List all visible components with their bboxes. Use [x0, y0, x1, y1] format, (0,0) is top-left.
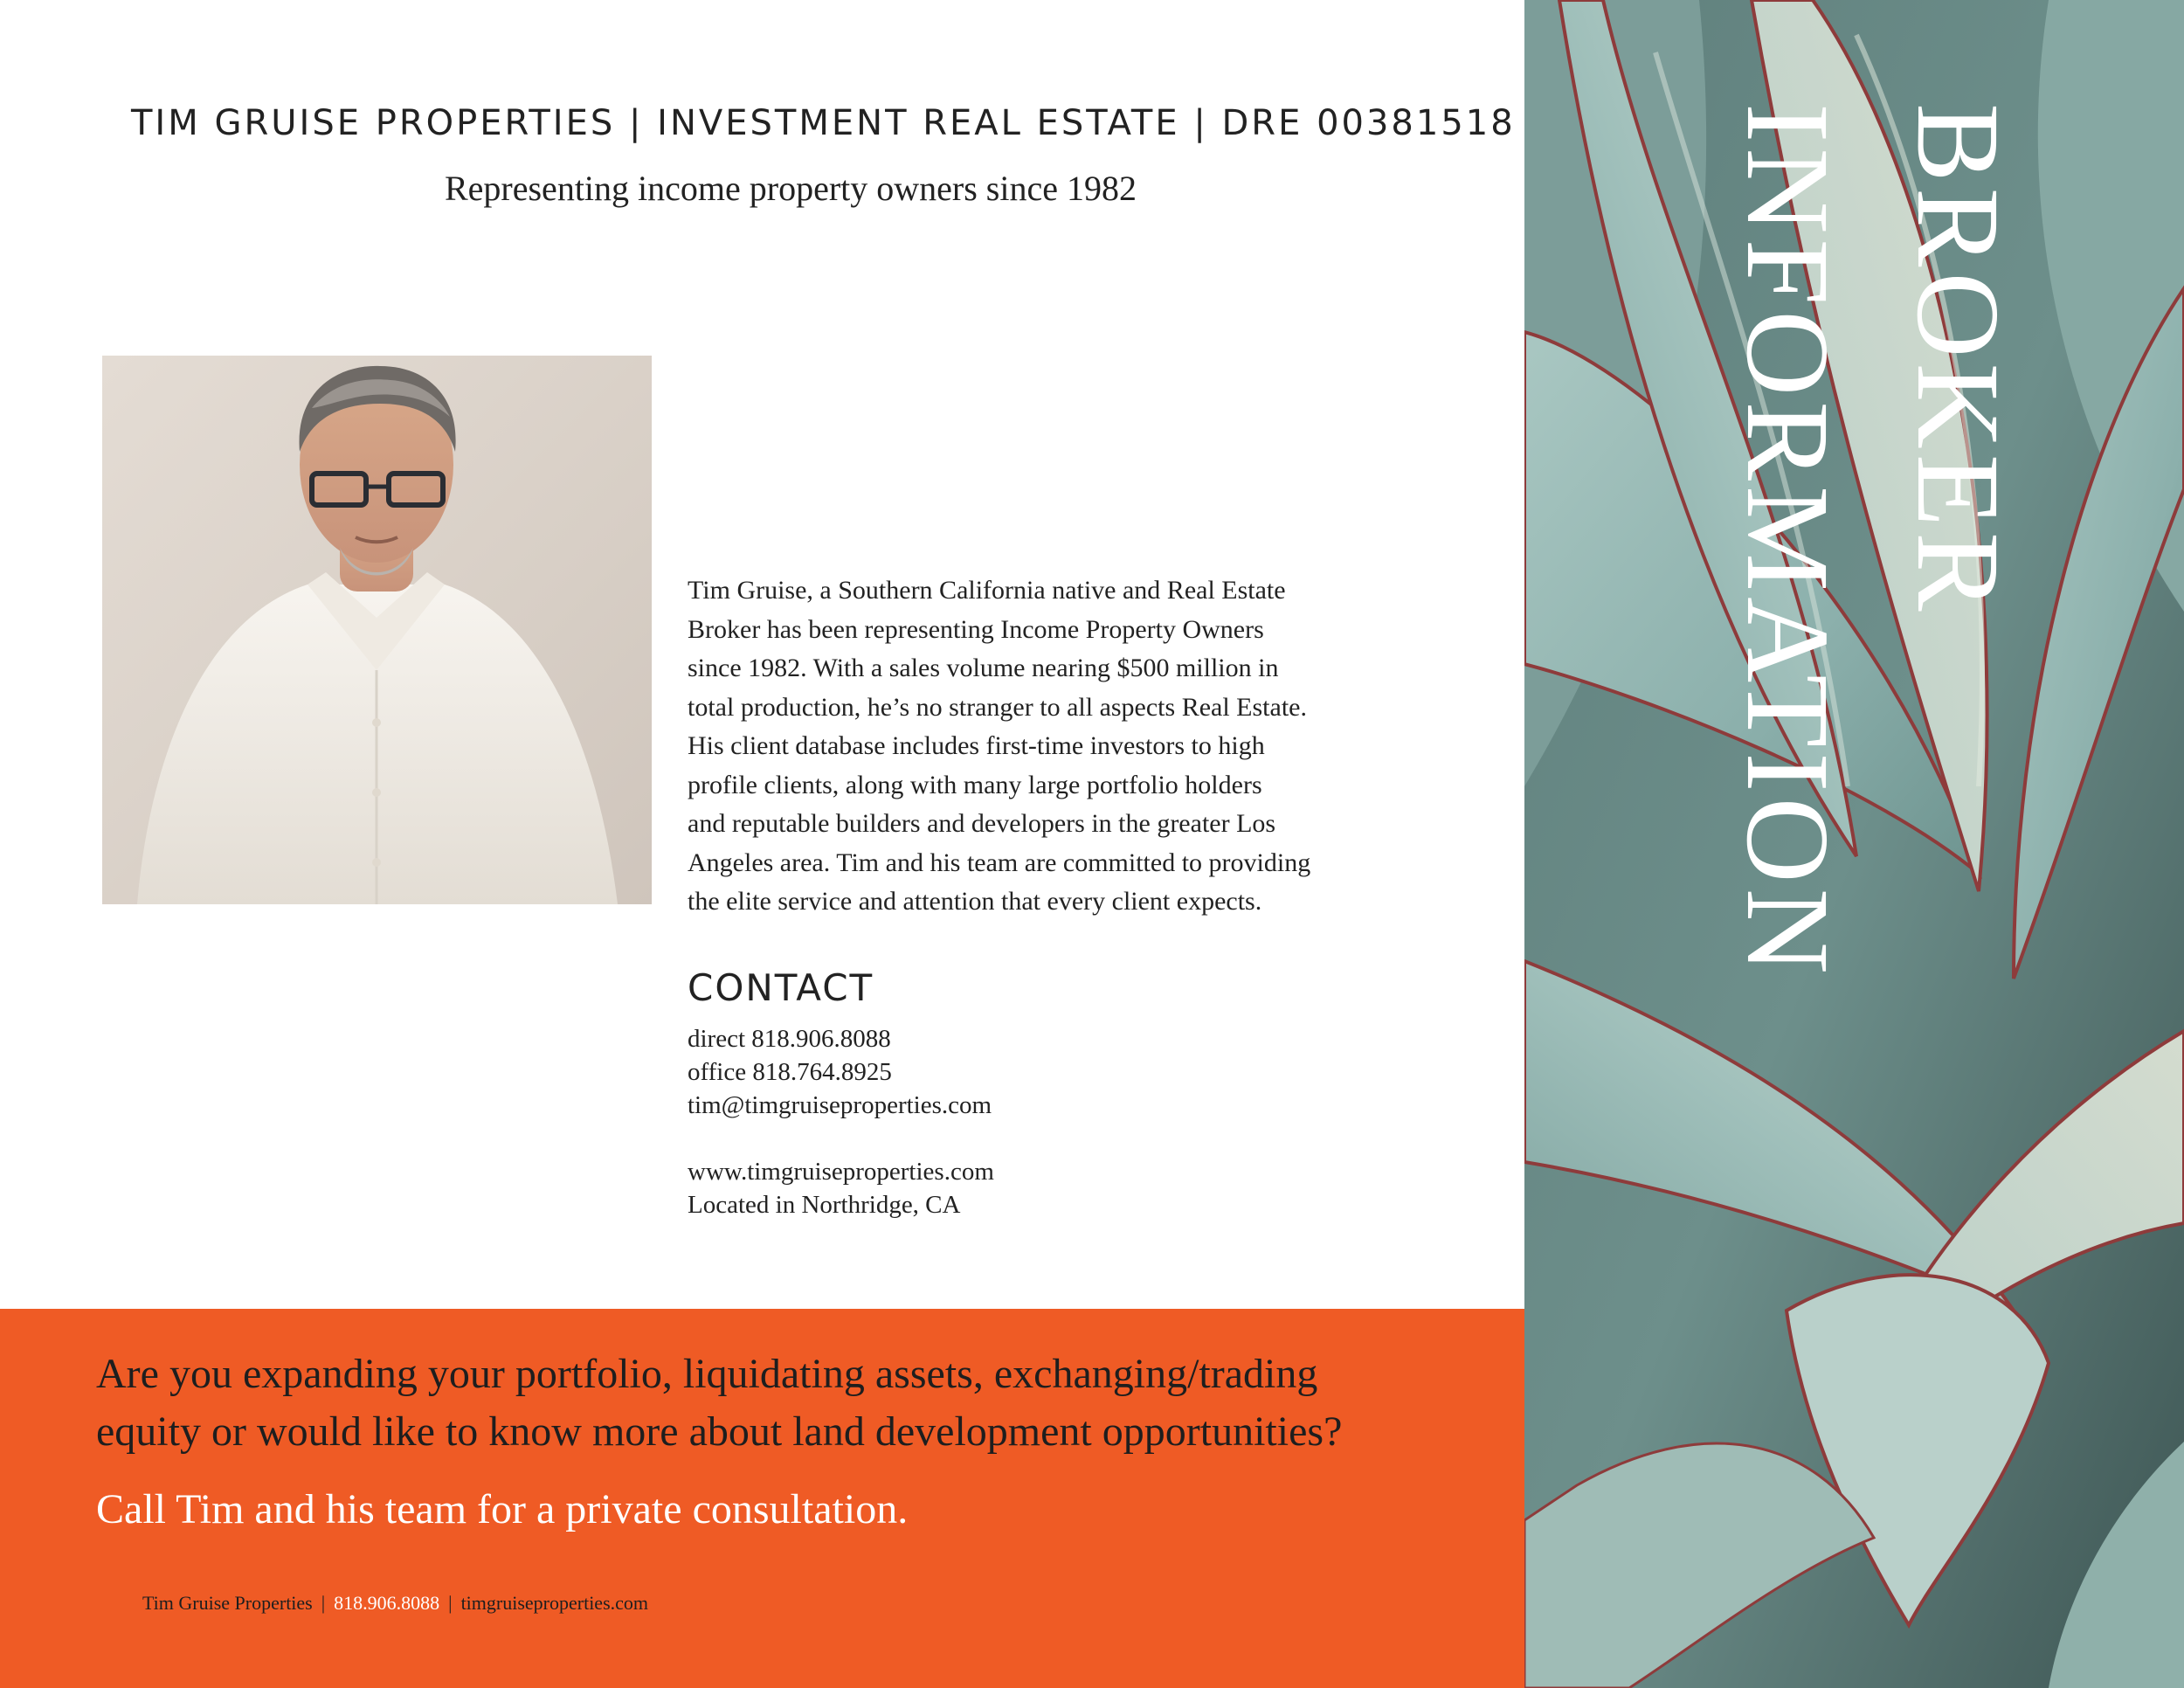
- bio-line: His client database includes first-time investors to high: [688, 731, 1265, 760]
- footer-info: [142, 1592, 648, 1615]
- office-phone[interactable]: office 818.764.8925: [688, 1058, 892, 1086]
- footer-separator: |: [321, 1592, 326, 1614]
- company-header: TIM GRUISE PROPERTIES | INVESTMENT REAL ESTATE | DRE 00381518: [131, 103, 1516, 143]
- office-location: Located in Northridge, CA: [688, 1191, 961, 1219]
- cta-question-line: Are you expanding your portfolio, liquidating assets, exchanging/trading: [96, 1351, 1318, 1397]
- vertical-title-information: INFORMATION: [1722, 103, 1853, 979]
- email-link[interactable]: tim@timgruiseproperties.com: [688, 1091, 992, 1119]
- vertical-title-broker: BROKER: [1892, 103, 2023, 617]
- direct-phone[interactable]: direct 818.906.8088: [688, 1025, 891, 1053]
- bio-line: Broker has been representing Income Property Owners: [688, 614, 1264, 644]
- footer-phone[interactable]: 818.906.8088: [334, 1592, 440, 1614]
- bio-line: Tim Gruise, a Southern California native and Real Estate: [688, 576, 1286, 605]
- bio-line: since 1982. With a sales volume nearing $500 million in: [688, 654, 1279, 682]
- bio-line: and reputable builders and developers in the greater Los: [688, 809, 1276, 838]
- cta-question-line: equity or would like to know more about land development opportunities?: [96, 1408, 1343, 1455]
- contact-heading: CONTACT: [688, 966, 874, 1009]
- bio-line: the elite service and attention that every client expects.: [688, 887, 1262, 916]
- cta-call-text: Call Tim and his team for a private consultation.: [96, 1486, 909, 1532]
- footer-separator: |: [448, 1592, 453, 1614]
- broker-portrait: [102, 356, 652, 904]
- cta-question: [96, 1346, 1342, 1461]
- tagline: Representing income property owners since 1982: [444, 169, 1137, 208]
- bio-line: total production, he’s no stranger to all aspects Real Estate.: [688, 692, 1307, 722]
- website-link[interactable]: www.timgruiseproperties.com: [688, 1158, 994, 1186]
- footer-website[interactable]: timgruiseproperties.com: [460, 1592, 649, 1614]
- contact-list: [688, 1022, 994, 1221]
- bio-line: profile clients, along with many large portfolio holders: [688, 770, 1262, 799]
- broker-bio: [688, 571, 1386, 922]
- bio-line: Angeles area. Tim and his team are committed to providing: [688, 847, 1311, 877]
- call-to-action-band: [0, 1309, 1524, 1688]
- broker-portrait-illustration: [102, 356, 652, 904]
- footer-company-name: Tim Gruise Properties: [142, 1592, 313, 1614]
- contact-spacer: [688, 1122, 994, 1155]
